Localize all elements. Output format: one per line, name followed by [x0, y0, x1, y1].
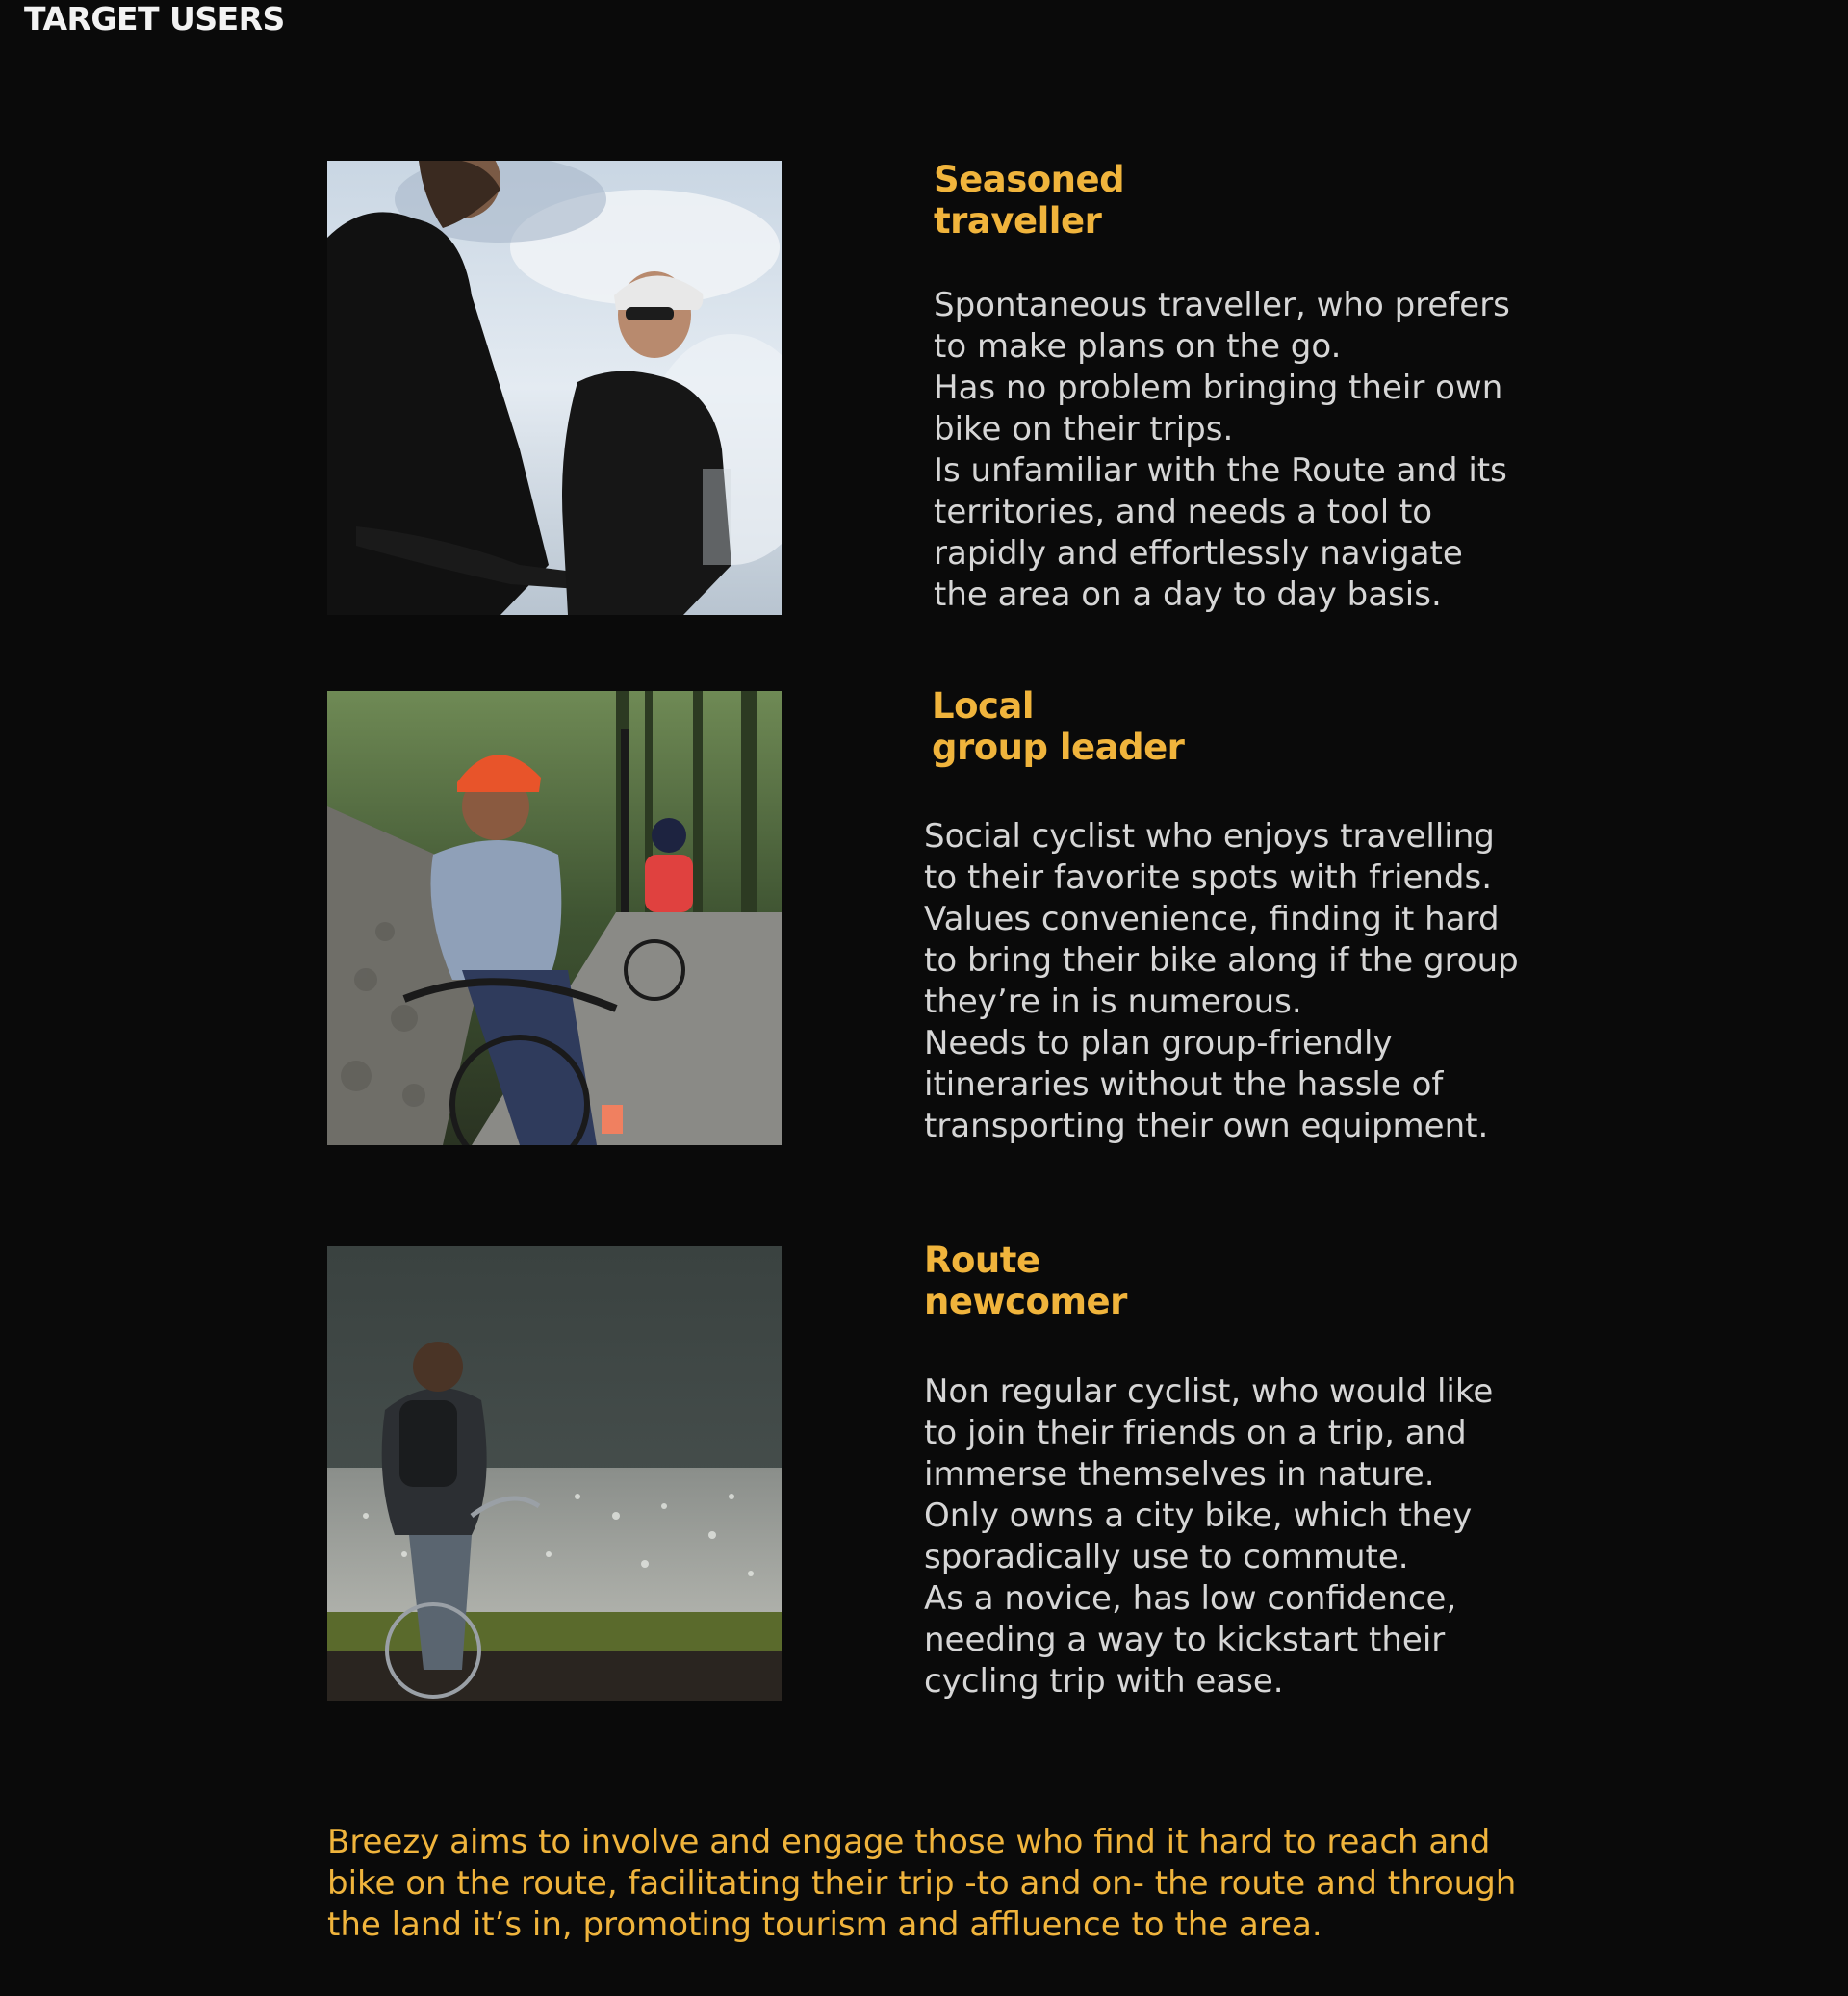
seasoned-traveller-name: Seasoned traveller [934, 159, 1125, 242]
local-group-leader-name: Local group leader [932, 685, 1185, 768]
route-newcomer-photo [327, 1246, 782, 1701]
route-newcomer-name: Route newcomer [924, 1240, 1127, 1322]
seasoned-traveller-photo [327, 161, 782, 615]
local-group-leader-description: Social cyclist who enjoys travelling to their favorite spots with friends. Values convenience, finding it hard to bring their bike along if the group they’re in is numerous. Needs to plan group-friendly itineraries without the hassle of transporting their own equipment. [924, 817, 1519, 1145]
seasoned-traveller-description: Spontaneous traveller, who prefers to make plans on the go. Has no problem bringing their own bike on their trips. Is unfamiliar with the Route and its territories, and needs a tool to rapidly and effortlessly navigate the area on a day to day basis. [934, 286, 1510, 614]
page-title: TARGET USERS [24, 0, 285, 38]
summary-statement: Breezy aims to involve and engage those who find it hard to reach and bike on the route, facilitating their trip -to and on- the route and through the land it’s in, promoting tourism and affluence to the area. [327, 1823, 1517, 1944]
route-newcomer-description: Non regular cyclist, who would like to join their friends on a trip, and immerse themselves in nature. Only owns a city bike, which they sporadically use to commute. As a novice, has low confidence, needing a way to kickstart their cycling trip with ease. [924, 1372, 1494, 1701]
local-group-leader-photo [327, 691, 782, 1145]
